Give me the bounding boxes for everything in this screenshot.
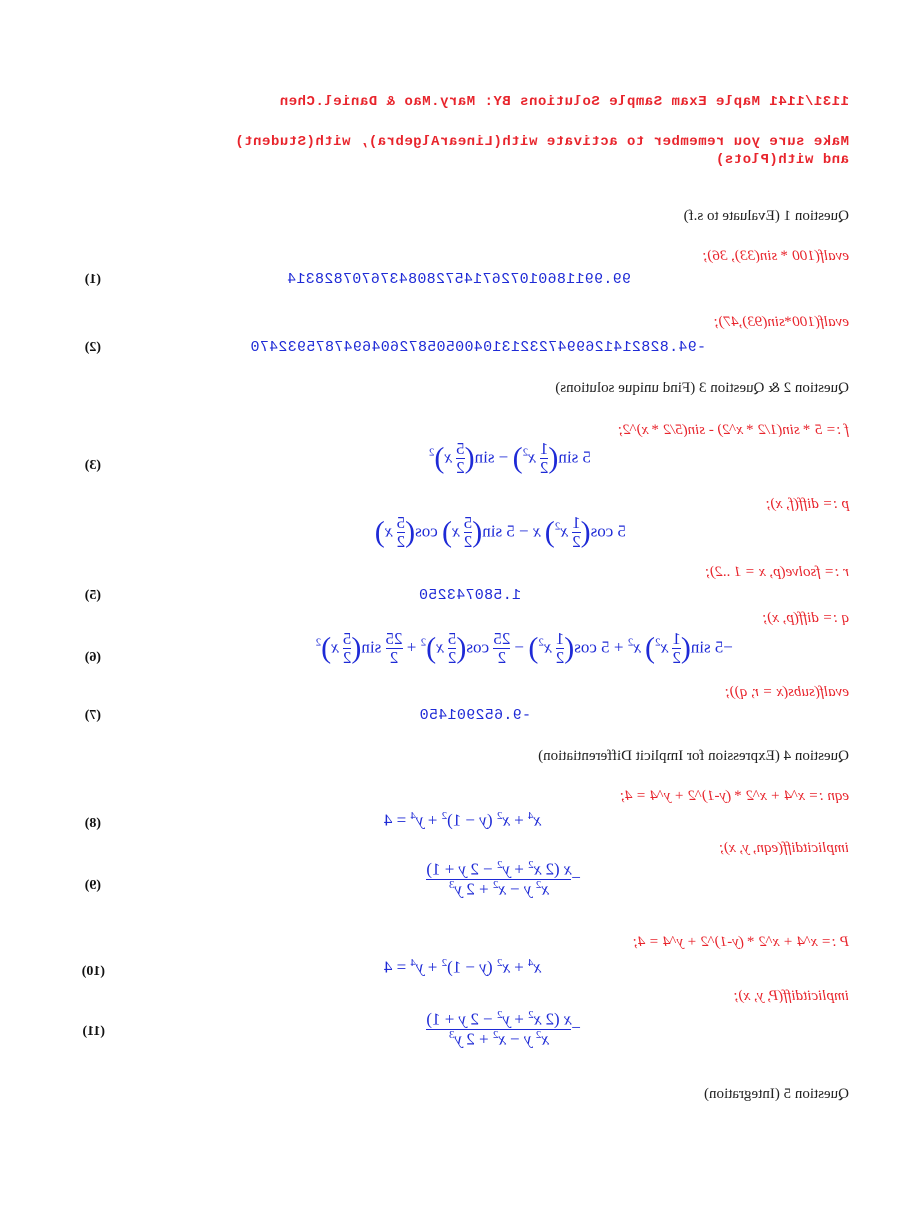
equation-label-7: (7) <box>84 708 101 723</box>
section-question-4: Question 4 (Expression for Implicit Differentiation) <box>538 748 849 764</box>
input-command-11[interactable]: implicitdiff(P, y, x); <box>733 988 849 1004</box>
input-command-1[interactable]: evalf(100 * sin(33), 36); <box>702 248 849 264</box>
output-5: 1.580743250 <box>418 587 521 604</box>
output-2: -94.828214126994723213104005058726046947875932470 <box>250 339 706 356</box>
output-7: -9.652901450 <box>419 707 531 724</box>
equation-label-10: (10) <box>81 964 105 979</box>
equation-label-6: (6) <box>84 650 101 665</box>
equation-label-1: (1) <box>84 272 101 287</box>
equation-label-8: (8) <box>84 816 101 831</box>
input-command-4[interactable]: p := diff(f, x); <box>765 496 849 512</box>
output-11-expression: − $\frac{x (2 x^2 + y^2 - 2 y + 1)}{x^2 y - x^2 + 2 y^3}$ <box>426 1009 581 1049</box>
output-4-expression: 5 cos( $\frac{1}{2}$ $x^2$) x − 5 sin( $\frac{5}{2}$ x) cos( $\frac{5}{2}$ x) <box>374 513 626 551</box>
activation-note-line1: Make sure you remember to activate with(LinearAlgebra), with(Student) <box>234 134 849 150</box>
equation-label-3: (3) <box>84 458 101 473</box>
equation-label-5: (5) <box>84 588 101 603</box>
activation-note-line2: and with(Plots) <box>715 152 849 168</box>
equation-label-9: (9) <box>84 878 101 893</box>
output-10-expression: $x^4 + x^2$ $(y - 1)^2 + y^4 = 4$ <box>383 957 541 977</box>
section-question-2-3: Question 2 & Question 3 (Find unique solutions) <box>555 380 849 396</box>
input-command-3[interactable]: f := 5 * sin(1/2 * x^2) - sin(5/2 * x)^2; <box>617 422 849 438</box>
output-3-expression: 5 sin( $\frac{1}{2}$ $x^2) - \sin$( $\frac{5}{2}$ x)$^2$ <box>428 439 591 477</box>
doc-title: 1131/1141 Maple Exam Sample Solutions BY: Mary.Mao & Daniel.Chen <box>279 94 849 110</box>
equation-label-11: (11) <box>82 1024 105 1039</box>
input-command-7[interactable]: evalf(subs(x = r, q)); <box>724 684 849 700</box>
output-1: 99.9911860107267145728084376707828314 <box>286 271 631 288</box>
equation-label-2: (2) <box>84 340 101 355</box>
input-command-2[interactable]: evalf(100*sin(93),47); <box>713 314 849 330</box>
input-command-8[interactable]: eqn := x^4 + x^2 * (y-1)^2 + y^4 = 4; <box>619 788 849 804</box>
section-question-1: Question 1 (Evaluate to s.f) <box>683 208 849 224</box>
output-9-expression: − $\frac{x (2 x^2 + y^2 - 2 y + 1)}{x^2 y - x^2 + 2 y^3}$ <box>426 859 581 899</box>
output-6-expression: −5 sin( $\frac{1}{2}$ $x^2$) $x^2 + 5$ cos( $\frac{1}{2}$ $x^2$) − $\frac{25}{2}$ cos( $\frac{5}{2}$ x)$^2$ + $\frac{25}{2}$ sin( $\frac{5}{2}$ x)$^2$ <box>315 629 733 667</box>
input-command-5[interactable]: r := fsolve(p, x = 1 ..2); <box>705 564 849 580</box>
input-command-6[interactable]: q := diff(p, x); <box>762 610 849 626</box>
input-command-9[interactable]: implicitdiff(eqn, y, x); <box>719 840 849 856</box>
section-question-5: Question 5 (Integration) <box>704 1086 849 1102</box>
input-command-10[interactable]: P := x^4 + x^2 * (y-1)^2 + y^4 = 4; <box>632 934 849 950</box>
output-8-expression: $x^4 + x^2$ $(y - 1)^2 + y^4 = 4$ <box>383 810 541 830</box>
